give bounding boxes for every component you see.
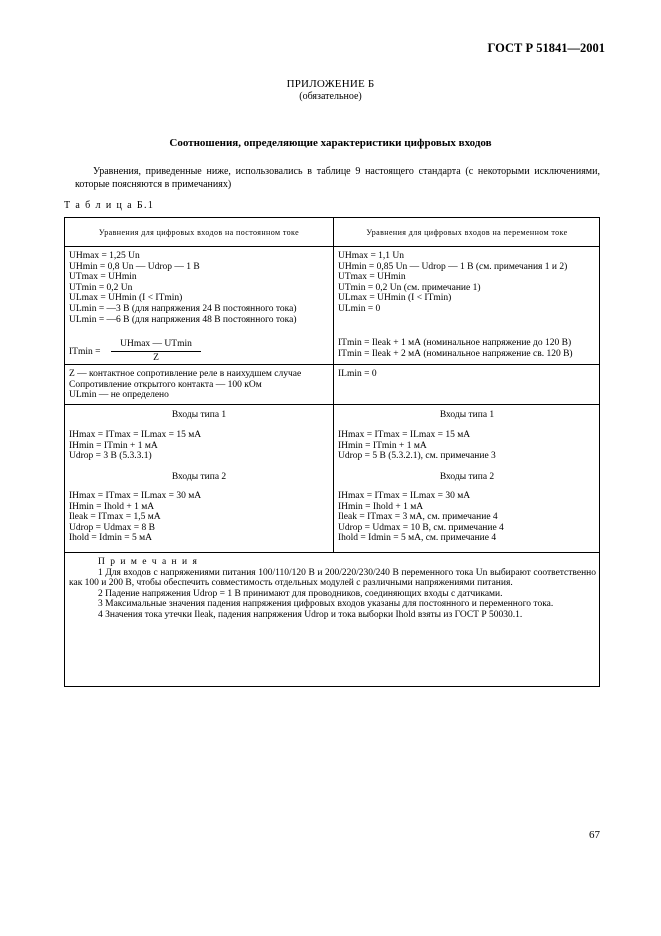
row-divider	[65, 246, 599, 247]
ac-itmin	[338, 338, 573, 359]
equations-table	[64, 217, 600, 687]
ac-type1-1: IHmax = ITmax = ILmax = 15 мА	[338, 430, 471, 440]
itmin-numerator: UHmax — UTmin	[120, 339, 192, 349]
itmin-lhs: ITmin =	[69, 347, 101, 357]
ac-eq-3: UTmax = UHmin	[338, 272, 406, 283]
dc-type1-1: IHmax = ITmax = ILmax = 15 мА	[69, 430, 202, 440]
column-divider	[333, 218, 334, 552]
intro-paragraph: Уравнения, приведенные ниже, использовались в таблице 9 настоящего стандарта (с некоторыми исключениями, которые поясняются в примечаниях)	[75, 166, 600, 190]
dc-type2-1: IHmax = ITmax = ILmax = 30 мА	[69, 491, 202, 501]
table-notes	[69, 557, 596, 621]
dc-type2-2: IHmin = Ihold + 1 мА	[69, 501, 155, 512]
ac-eq-4: UTmin = 0,2 Un (см. примечание 1)	[338, 282, 481, 293]
dc-eq-5: ULmax = UHmin (I < ITmin)	[69, 293, 183, 304]
ac-equations	[338, 251, 567, 315]
appendix-subtitle: (обязательное)	[299, 91, 362, 102]
dc-type2-4: Udrop = Udmax = 8 В	[69, 522, 155, 533]
ac-type1-3: Udrop = 5 В (5.3.2.1), см. примечание 3	[338, 451, 496, 462]
dc-eq-4: UTmin = 0,2 Un	[69, 282, 133, 293]
ac-type2	[338, 491, 504, 544]
note-3: 3 Максимальные значения падения напряжения цифровых входов указаны для постоянного и переменного тока.	[98, 599, 554, 610]
ac-type1	[338, 430, 496, 462]
dc-row2	[69, 369, 301, 401]
ac-type2-2: IHmin = Ihold + 1 мА	[338, 501, 424, 512]
ac-type1-2: IHmin = ITmin + 1 мА	[338, 440, 427, 451]
dc-eq-6: ULmin = —3 В (для напряжения 24 В постоянного тока)	[69, 303, 297, 314]
ac-type2-label: Входы типа 2	[439, 472, 495, 482]
note-2: 2 Падение напряжения Udrop = 1 В принимают для проводников, соединяющих входы с датчиками.	[98, 588, 503, 599]
dc-type1-3: Udrop = 3 В (5.3.3.1)	[69, 451, 152, 462]
ac-type2-4: Udrop = Udmax = 10 В, см. примечание 4	[338, 522, 504, 533]
dc-type1-2: IHmin = ITmin + 1 мА	[69, 440, 158, 451]
dc-type2-3: Ileak = ITmax = 1,5 мА	[69, 512, 161, 523]
dc-eq-2: UHmin = 0,8 Un — Udrop — 1 В	[69, 261, 200, 272]
row-divider	[65, 364, 599, 365]
fraction-bar	[111, 351, 201, 352]
dc-eq-3: UTmax = UHmin	[69, 272, 137, 283]
section-title: Соотношения, определяющие характеристики цифровых входов	[169, 137, 492, 149]
col2-header: Уравнения для цифровых входов на переменном токе	[366, 227, 568, 237]
ac-eq-2: UHmin = 0,85 Un — Udrop — 1 В (см. примечания 1 и 2)	[338, 261, 568, 272]
dc-type2-5: Ihold = Idmin = 5 мА	[69, 533, 152, 544]
row-divider	[65, 552, 599, 553]
ac-type2-3: Ileak = ITmax = 3 мА, см. примечание 4	[338, 512, 498, 523]
ac-eq-5: ULmax = UHmin (I < ITmin)	[338, 293, 452, 304]
ac-eq-1: UHmax = 1,1 Un	[338, 251, 405, 261]
ac-eq-6: ULmin = 0	[338, 303, 381, 314]
page-number: 67	[589, 829, 600, 841]
dc-row2-1: Z — контактное сопротивление реле в наихудшем случае	[69, 369, 302, 379]
dc-eq-1: UHmax = 1,25 Un	[69, 251, 140, 261]
dc-equations	[69, 251, 297, 325]
dc-eq-7: ULmin = —6 В (для напряжения 48 В постоянного тока)	[69, 314, 297, 325]
note-1: 1 Для входов с напряжениями питания 100/110/120 В и 200/220/230/240 В переменного тока Un выбирают соответственно как 100 и 200 В, чтобы обеспечить совместимость отдельных модулей с различными напряжениями питания.	[69, 567, 596, 589]
table-caption: Т а б л и ц а Б.1	[64, 200, 155, 211]
row-divider	[65, 404, 599, 405]
ac-type2-5: Ihold = Idmin = 5 мА, см. примечание 4	[338, 533, 497, 544]
col1-header: Уравнения для цифровых входов на постоянном токе	[98, 227, 300, 237]
note-4: 4 Значения тока утечки Ileak, падения напряжения Udrop и тока выборки Ihold взяты из ГОСТ Р 50030.1.	[98, 609, 523, 620]
dc-row2-3: ULmin — не определено	[69, 390, 169, 401]
standard-header: ГОСТ Р 51841—2001	[487, 41, 605, 55]
dc-row2-2: Сопротивление открытого контакта — 100 кОм	[69, 379, 262, 390]
ac-type2-1: IHmax = ITmax = ILmax = 30 мА	[338, 491, 471, 501]
dc-type2-label: Входы типа 2	[171, 472, 227, 482]
notes-heading: П р и м е ч а н и я	[98, 557, 199, 567]
ac-row2: ILmin = 0	[338, 369, 377, 379]
appendix-title: ПРИЛОЖЕНИЕ Б	[286, 78, 375, 90]
ac-type1-label: Входы типа 1	[439, 410, 495, 420]
dc-type1-label: Входы типа 1	[171, 410, 227, 420]
itmin-denominator: Z	[153, 353, 159, 363]
dc-type1	[69, 430, 201, 462]
dc-type2	[69, 491, 201, 544]
ac-itmin-1: ITmin = Ileak + 1 мА (номинальное напряжение до 120 В)	[338, 338, 572, 348]
ac-itmin-2: ITmin = Ileak + 2 мА (номинальное напряжение св. 120 В)	[338, 348, 573, 359]
